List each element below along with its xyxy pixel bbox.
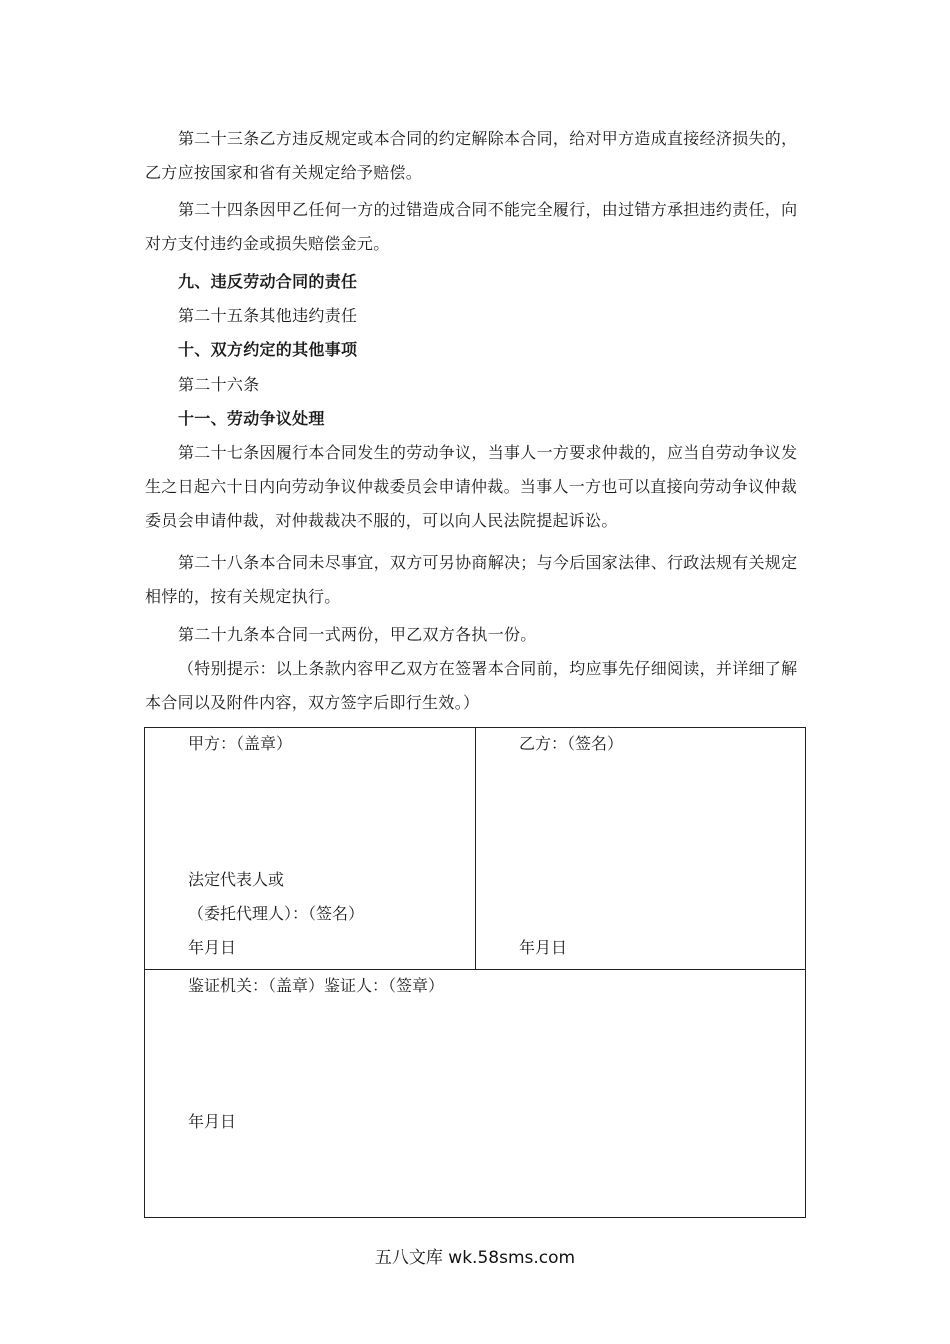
signature-table <box>144 727 806 1218</box>
party-b-label: 乙方：（签名） <box>519 734 624 753</box>
clause-24: 第二十四条因甲乙任何一方的过错造成合同不能完全履行，由过错方承担违约责任，向对方支付违约金或损失赔偿金元。 <box>145 200 798 253</box>
party-b-date: 年月日 <box>519 938 568 957</box>
section-heading-9: 九、违反劳动合同的责任 <box>178 272 358 291</box>
footer-watermark: 五八文库 wk.58sms.com <box>374 1248 576 1268</box>
agent-label: （委托代理人）：（签名） <box>188 904 365 923</box>
section-heading-11: 十一、劳动争议处理 <box>178 409 325 428</box>
clause-26: 第二十六条 <box>178 375 260 394</box>
party-a-cell <box>145 728 476 970</box>
legal-rep-label: 法定代表人或 <box>188 870 285 889</box>
clause-28: 第二十八条本合同未尽事宜，双方可另协商解决；与今后国家法律、行政法规有关规定相悖的，按有关规定执行。 <box>145 553 798 606</box>
clause-29: 第二十九条本合同一式两份，甲乙双方各执一份。 <box>178 625 537 644</box>
clause-25: 第二十五条其他违约责任 <box>178 306 358 325</box>
party-a-date: 年月日 <box>188 938 237 957</box>
clause-27: 第二十七条因履行本合同发生的劳动争议，当事人一方要求仲裁的，应当自劳动争议发生之日起六十日内向劳动争议仲裁委员会申请仲裁。当事人一方也可以直接向劳动争议仲裁委员会申请仲裁，对仲裁裁决不服的，可以向人民法院提起诉讼。 <box>145 443 798 530</box>
special-note: （特别提示：以上条款内容甲乙双方在签署本合同前，均应事先仔细阅读，并详细了解本合同以及附件内容，双方签字后即行生效。） <box>145 659 798 712</box>
section-heading-10: 十、双方约定的其他事项 <box>178 340 358 359</box>
verification-date: 年月日 <box>188 1112 237 1131</box>
verification-cell <box>145 970 806 1218</box>
party-b-cell <box>476 728 806 970</box>
verification-label: 鉴证机关：（盖章）鉴证人：（签章） <box>188 976 445 995</box>
clause-23: 第二十三条乙方违反规定或本合同的约定解除本合同，给对甲方造成直接经济损失的，乙方应按国家和省有关规定给予赔偿。 <box>145 129 798 182</box>
party-a-label: 甲方：（盖章） <box>188 734 293 753</box>
